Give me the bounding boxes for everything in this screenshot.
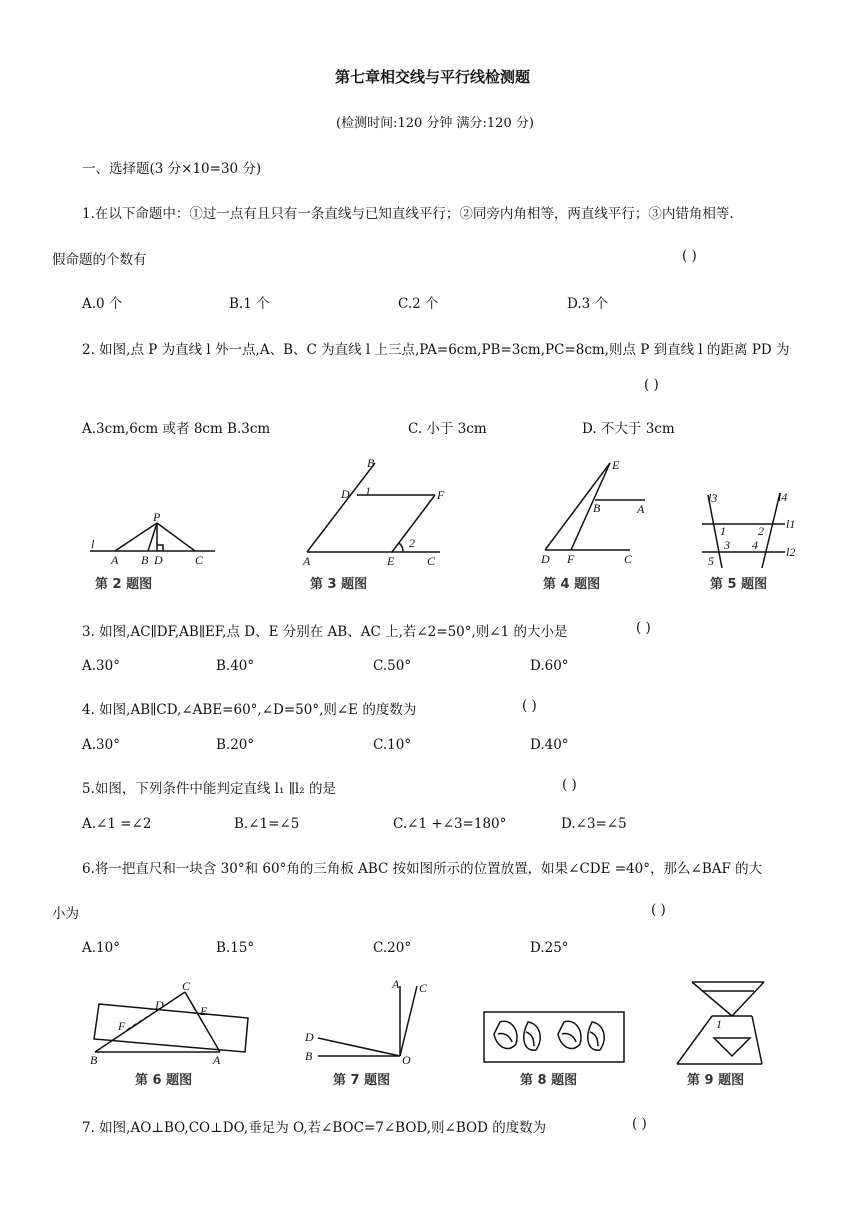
figure-6-caption: 第 6 题图 [135,1073,193,1088]
figure-7-caption: 第 7 题图 [333,1073,391,1088]
label-l4: l4 [778,490,788,504]
label-angle-2: 2 [409,536,415,550]
label-angle-1: 1 [720,524,726,538]
label-b: B [305,1049,313,1063]
figure-8 [478,1010,628,1092]
option-b: B.20° [216,737,255,753]
label-angle-5: 5 [708,554,714,568]
option-d: D.40° [530,737,569,753]
option-a-b: A.3cm,6cm 或者 8cm B.3cm [82,421,271,437]
figure-2-caption: 第 2 题图 [95,577,153,592]
section-heading: 一、选择题(3 分×10=30 分) [82,161,262,177]
answer-bracket: ( ) [682,248,697,264]
label-a: A [303,554,311,568]
option-d: D.∠3=∠5 [561,816,627,832]
option-d: D.25° [530,940,569,956]
option-a: A.10° [82,940,120,956]
label-l3: l3 [708,491,718,505]
answer-bracket: ( ) [562,777,577,793]
exam-info: (检测时间:120 分钟 满分:120 分) [336,116,534,131]
figure-9-caption: 第 9 题图 [687,1073,745,1088]
label-c: C [182,982,191,993]
option-c: C.2 个 [398,296,439,312]
figure-8-caption: 第 8 题图 [520,1073,578,1088]
label-f: F [567,552,575,566]
label-angle-2: 2 [758,524,764,538]
label-e: E [612,458,620,472]
label-a: A [392,977,400,991]
figure-3-caption: 第 3 题图 [310,577,368,592]
label-angle-1: 1 [716,1017,722,1031]
question-1-text-cont: 假命题的个数有 [52,252,147,268]
label-a: A [213,1053,221,1067]
label-f: F [437,488,445,502]
label-c: C [419,981,428,995]
label-l1: l1 [786,517,796,531]
label-b: B [593,501,601,515]
answer-bracket: ( ) [644,377,659,393]
option-c: C.50° [373,658,412,674]
figure-4 [535,455,660,595]
option-c: C. 小于 3cm [408,421,487,437]
label-b: B [141,553,149,567]
figure-2 [85,510,225,595]
option-c: C.10° [373,737,412,753]
figure-6 [85,982,255,1092]
figure-5 [700,488,810,596]
label-l2: l2 [786,545,796,559]
question-4-text: 4. 如图,AB∥CD,∠ABE=60°,∠D=50°,则∠E 的度数为 [82,702,417,718]
label-d: D [341,487,350,501]
question-2-text: 2. 如图,点 P 为直线 l 外一点,A、B、C 为直线 l 上三点,PA=6cm,PB=3cm,PC=8cm,则点 P 到直线 l 的距离 PD 为 [82,342,790,358]
figure-9 [672,976,792,1091]
label-c: C [195,553,204,567]
question-5-text: 5.如图，下列条件中能判定直线 l₁ ∥l₂ 的是 [82,781,336,797]
label-e: E [387,554,395,568]
option-d: D.60° [530,658,569,674]
label-l: l [91,537,95,551]
label-b: B [367,456,375,470]
label-angle-1: 1 [365,484,371,498]
question-6-text: 6.将一把直尺和一块含 30°和 60°角的三角板 ABC 按如图所示的位置放置，如果∠CDE =40°，那么∠BAF 的大 [82,861,763,877]
label-d: D [541,552,550,566]
option-a: A.∠1 =∠2 [82,816,152,832]
label-c: C [427,554,436,568]
label-angle-3: 3 [724,538,730,552]
question-7-text: 7. 如图,AO⊥BO,CO⊥DO,垂足为 O,若∠BOC=7∠BOD,则∠BOD 的度数为 [82,1120,547,1136]
question-3-text: 3. 如图,AC∥DF,AB∥EF,点 D、E 分别在 AB、AC 上,若∠2=50°,则∠1 的大小是 [82,624,568,640]
label-d: D [155,998,164,1012]
option-b: B.1 个 [229,296,270,312]
option-b: B.40° [216,658,255,674]
figure-3 [295,455,455,595]
label-a: A [637,502,645,516]
option-a: A.30° [82,737,120,753]
option-a: A.30° [82,658,120,674]
answer-bracket: ( ) [522,698,537,714]
option-d: D.3 个 [567,296,609,312]
label-angle-4: 4 [752,538,758,552]
option-c: C.20° [373,940,412,956]
label-p: P [153,510,161,524]
figure-7 [300,976,440,1091]
option-c: C.∠1 +∠3=180° [393,816,507,832]
label-d: D [154,553,163,567]
label-a: A [111,553,119,567]
option-a: A.0 个 [82,296,123,312]
answer-bracket: ( ) [632,1116,647,1132]
option-b: B.15° [216,940,255,956]
option-d: D. 不大于 3cm [582,421,675,437]
page-title: 第七章相交线与平行线检测题 [335,68,531,86]
label-f: F [118,1019,126,1033]
label-c: C [624,552,633,566]
label-d: D [305,1030,314,1044]
label-o: O [402,1053,411,1067]
question-1-text: 1.在以下命题中：①过一点有且只有一条直线与已知直线平行；②同旁内角相等，两直线平行；③内错角相等. [82,206,734,222]
answer-bracket: ( ) [636,620,651,636]
question-6-text-cont: 小为 [52,906,79,922]
label-b: B [90,1053,98,1067]
label-e: E [200,1004,208,1018]
answer-bracket: ( ) [651,902,666,918]
figure-4-caption: 第 4 题图 [543,577,601,592]
option-b: B.∠1=∠5 [234,816,300,832]
figure-5-caption: 第 5 题图 [710,577,768,592]
